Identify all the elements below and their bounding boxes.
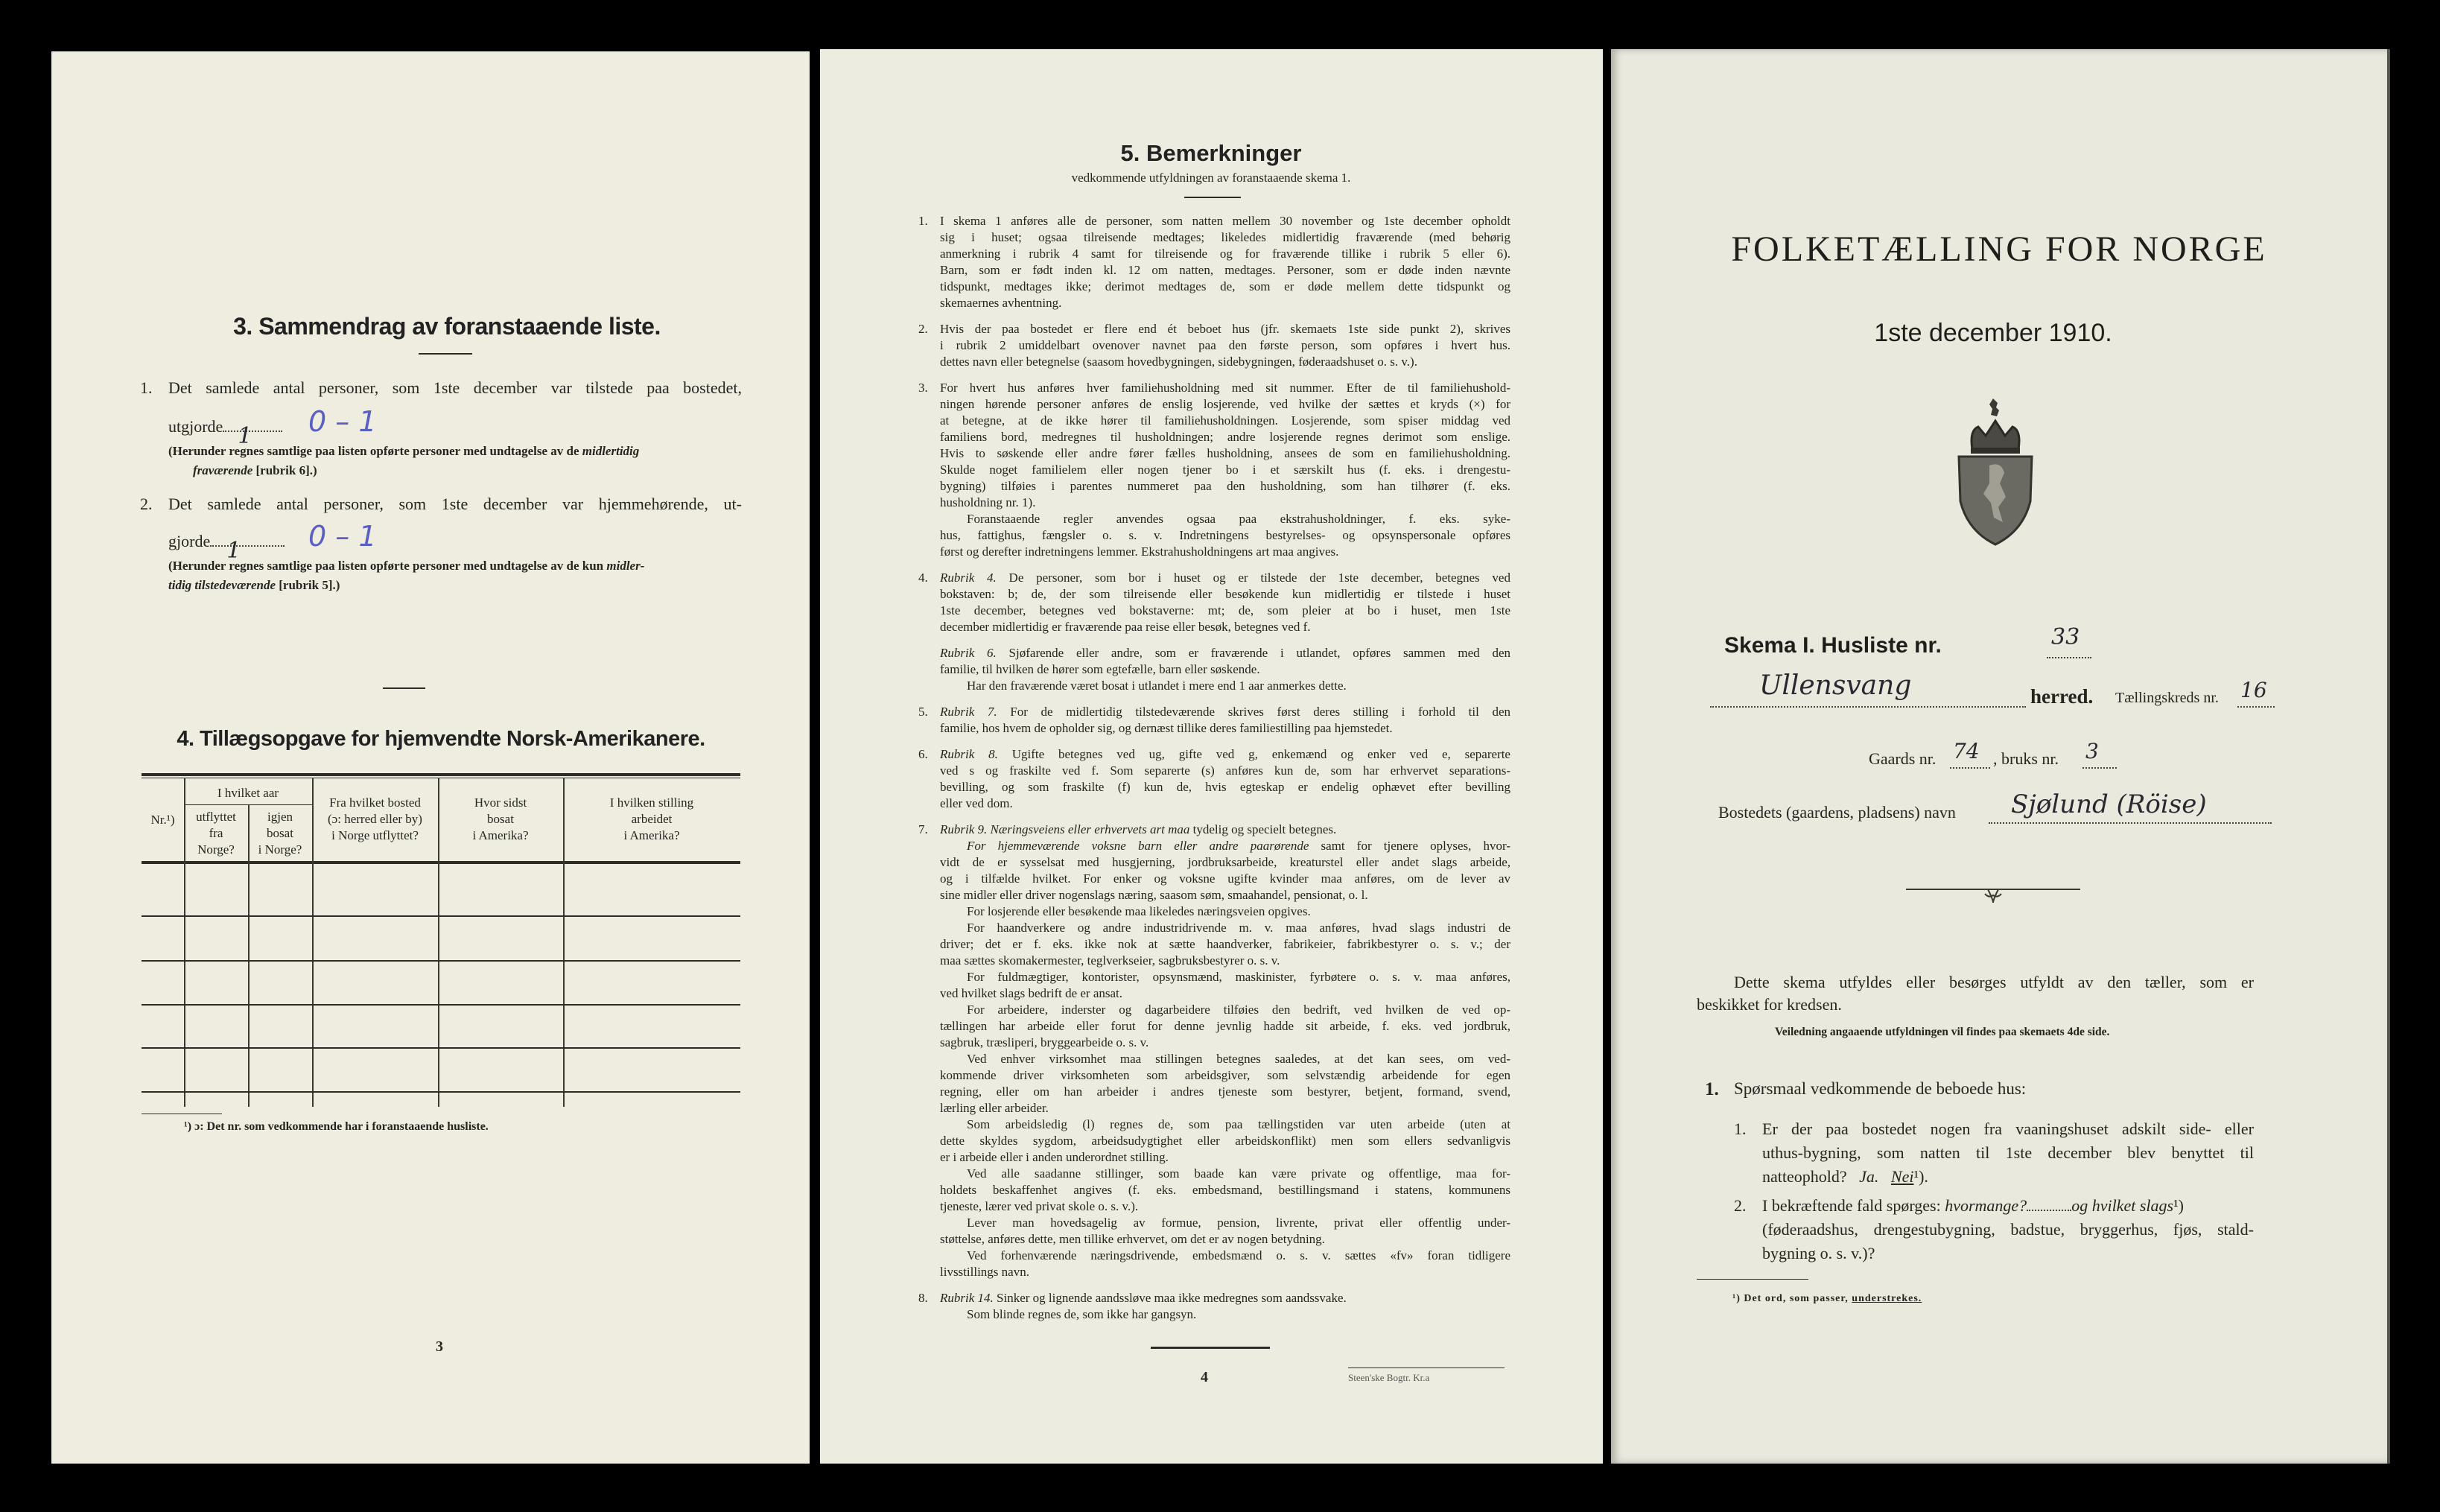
remark-item [918,213,1510,311]
item1-note [168,444,639,459]
remark-text: tællingen har arbeide eller forut for denne jevnlig hadde sit arbeide, f. eks. ved jordbruk, [940,1019,1510,1033]
remark-lead: Rubrik 7. [940,705,997,719]
divider [1184,197,1241,198]
remarks-title: 5. Bemerkninger [1120,140,1302,166]
remark-line [940,953,1510,969]
remark-text: For arbeidere, inderster og dagarbeidere tilføies den bedrift, ved hvilken de ved op- [967,1003,1510,1017]
remark-text: Foranstaaende regler anvendes ogsaa paa ekstrahusholdninger, f. eks. syke- [967,512,1510,526]
header-line: igjen [267,810,293,824]
remark-text: maa sættes skomakermester, teglverkseier, sagbruksbestyrer o. s. v. [940,953,1280,968]
guidance-note: Veiledning angaaende utfyldningen vil findes paa skemaets 4de side. [1775,1026,2110,1038]
remark-text: bygning) tilføies i parentes nummeret paa den husholdning, som han tilhører (f. eks. [940,479,1510,493]
bruks-value: 3 [2085,739,2099,763]
coat-of-arms-icon [1956,397,2035,546]
remark-text: husholdning nr. 1). [940,495,1036,509]
remark-line [940,1306,1510,1323]
section4-title: 4. Tillægsopgave for hjemvendte Norsk-Amerikanere. [177,727,705,751]
remark-text: Skulde noget familielem eller nogen tjener bo i et særskilt hus (f. eks. i drengestu- [940,463,1510,477]
sub2-text: I bekræftende fald spørges: [1762,1196,1941,1215]
remark-body [940,321,1510,370]
remark-text: dettes navn eller betegnelse (saasom hovedbygningen, sidebygningen, føderaadshuset o. s. v.). [940,355,1417,369]
remark-lead: Rubrik 8. [940,747,998,761]
bruks-label: , bruks nr. [1993,749,2059,768]
remark-body [940,570,1510,635]
header-line: i Amerika? [623,828,680,842]
header-line: fra [209,826,223,840]
footnote-underlined: understrekes. [1852,1293,1922,1304]
note-italic: fraværende [193,463,253,477]
remark-item [918,570,1510,635]
remark-text: De personer, som bor i huset og er tilstede der 1ste december, betegnes ved [996,571,1510,585]
remark-text: ved hvilket slags bedrift de er ansat. [940,986,1123,1000]
footnote-rule [1697,1279,1808,1280]
remark-item [918,321,1510,370]
remark-text: kommende driver virksomheten som arbeidsgiver, som selvstændig arbeidende for egen [940,1068,1510,1082]
header-from-place [312,795,438,844]
kreds-field[interactable] [2237,678,2275,708]
remark-line [940,1035,1510,1051]
item2-answer-row [168,532,285,564]
footnote-mark: ¹). [1913,1167,1928,1186]
table-footnote: ¹) ɔ: Det nr. som vedkommende har i foranstaaende husliste. [184,1120,489,1133]
remark-text: For haandverkere og andre industridrivende m. v. maa anføres, hvad slags industri de [967,921,1510,935]
header-line: bosat [487,812,514,826]
remark-line [940,337,1510,354]
item2-text: Det samlede antal personer, som 1ste december var hjemmehørende, ut- [168,495,742,513]
remark-text: Har den fraværende været bosat i utlandet i mere end 1 aar anmerkes dette. [967,679,1347,693]
item1-annotation: 0 – 1 [308,405,377,438]
remark-line [940,229,1510,246]
remark-number: 2. [918,322,928,336]
remark-text: at betegne, at de ikke hører til familiehusholdningen. Losjerende, som spiser middag ved [940,413,1510,428]
remark-text: Ugifte betegnes ved ug, gifte ved g, enkemænd og enker ved e, separerte [997,747,1510,761]
item2-label: gjorde [168,532,211,550]
header-bottom-rule [142,861,740,864]
remark-line [940,246,1510,262]
answer-ja[interactable]: Ja. [1859,1167,1879,1186]
remark-text: tydelig og specielt betegnes. [1189,822,1337,836]
census-title: FOLKETÆLLING FOR NORGE [1731,229,2267,269]
right-footnote [1732,1293,1922,1305]
count-field[interactable] [2027,1210,2071,1211]
remark-lead: Rubrik 4. [940,571,997,585]
husliste-nr-value: 33 [2051,624,2080,650]
remark-line [940,586,1510,603]
remark-lead: Rubrik 6. [940,646,997,660]
remark-text: tjeneste, lærer ved privat skole o. s. v.). [940,1199,1139,1213]
remark-text: først og derefter indretningens lemmer. Ekstrahusholdningens art maa angives. [940,544,1339,559]
remark-body [940,704,1510,737]
remark-number: 7. [918,822,928,836]
remark-text: Hvis to søskende eller andre fører fælles husholdning, ansees de som en familiehusholdning. [940,446,1510,460]
remark-line [940,262,1510,279]
remark-line [940,920,1510,936]
remark-text: sig i huset; ogsaa tilreisende medtages; likeledes midlertidig fraværende (med behørig [940,230,1510,244]
remark-body [940,746,1510,812]
remark-item [918,746,1510,812]
remark-text: ningen hørende personer anføres de enslig losjerende, ved hvilke der sættes et kryds (×) for [940,397,1510,411]
sub1-line-3 [1762,1167,1928,1187]
remark-line [940,1182,1510,1198]
bosted-field[interactable] [1989,790,2272,824]
remark-text: Lever man hovedsagelig av formue, pension, livrente, privat eller offentlig under- [967,1216,1510,1230]
remark-text: For de midlertidig tilstedeværende skrives først deres stilling i forhold til den [997,705,1510,719]
sub2-line-2: (føderaadshus, drengestubygning, badstue, bryggerhus, fjøs, stald- [1762,1220,2254,1239]
remark-line [940,445,1510,462]
remark-line [940,527,1510,544]
remark-line [940,763,1510,779]
remark-line [940,413,1510,429]
remark-item [918,704,1510,737]
remark-text: bokstaven: b; de, der som tilreisende eller besøkende kun midlertidig er tilstede i huset [940,587,1510,601]
remarks-list [918,213,1510,1332]
remark-line [940,1231,1510,1248]
header-line: i Amerika? [472,828,529,842]
note-text: [rubrik 5].) [279,578,340,592]
remark-text: Ved alle saadanne stillinger, som baade kan være private og offentlige, maa for- [967,1166,1510,1181]
remark-text: Sinker og lignende aandssløve maa ikke medregnes som aandssvake. [993,1291,1347,1305]
remark-item [918,645,1510,694]
remark-text: I skema 1 anføres alle de personer, som natten mellem 30 november og 1ste december opholdt [940,214,1510,228]
remark-text: regning, eller om han arbeider i andres tjeneste som bestyrer, betjent, formand, svend, [940,1084,1510,1099]
remark-text: For losjerende eller besøkende maa likeledes næringsveien opgives. [967,904,1311,918]
remark-line [940,1100,1510,1116]
remark-line [940,795,1510,812]
header-line: i Norge utflyttet? [331,828,419,842]
remark-line [940,1215,1510,1231]
remark-text: Sjøfarende eller andre, som er fraværende i utlandet, opføres sammen med den [996,646,1510,660]
remark-lead: Rubrik 9. Næringsveiens eller erhvervets art maa [940,822,1190,836]
remark-text: For hvert hus anføres hver familiehusholdning med sit nummer. Efter de til familiehushold- [940,381,1510,395]
remark-text: tidspunkt, medtages ikke; derimot medtages de, som er døde mellem dette tidspunkt og [940,279,1510,293]
note-italic: midler- [606,559,645,573]
remark-text: Hvis der paa bostedet er flere end ét beboet hus (jfr. skemaets 1ste side punkt 2), skrives [940,322,1510,336]
footnote-text: ¹) Det ord, som passer, [1732,1293,1849,1304]
item1-note-2 [193,463,317,478]
intro-line-1: Dette skema utfyldes eller besørges utfyldt av den tæller, som er [1734,973,2254,991]
remark-lead: Rubrik 14. [940,1291,994,1305]
remark-line [940,1084,1510,1100]
remark-line [940,1002,1510,1018]
remark-text: familie, hos hvem de opholder sig, og dernæst tillike deres familiestilling paa hjemstedet. [940,721,1393,735]
remark-text: driver; det er f. eks. ikke nok at sætte haandverker, fabrikeier, fabrikbestyrer o. s. v.; der [940,937,1510,951]
answer-nei[interactable]: Nei [1890,1167,1914,1186]
remark-line [940,570,1510,586]
remark-line [940,887,1510,903]
remark-line [940,495,1510,511]
item1-field[interactable] [223,423,282,449]
census-date: 1ste december 1910. [1874,319,2112,347]
remark-line [940,354,1510,370]
bruks-field[interactable] [2082,739,2117,769]
remark-line [940,380,1510,396]
sub2-num: 2. [1734,1196,1747,1215]
table-row[interactable] [142,1047,740,1049]
note-text: (Herunder regnes samtlige paa listen opførte personer med undtagelse av de kun [168,559,604,573]
remark-text: holdets beskaffenhet angives (f. eks. embedsmand, bestillingsmand i statens, kommunens [940,1183,1510,1197]
remark-text: Som arbeidsledig (l) regnes de, som paa tællingstiden var uten arbeide (uten at [967,1117,1510,1131]
header-last-residence [438,795,563,844]
remark-number: 6. [918,747,928,761]
remark-line [940,321,1510,337]
header-line: utflyttet [196,810,236,824]
gaards-field[interactable] [1950,739,1990,769]
item2-field[interactable] [210,538,285,564]
item2-num: 2. [140,495,153,513]
kreds-value: 16 [2240,678,2267,702]
remark-text: dette skyldes sygdom, arbeidsudygtighet eller arbeidskonflikt) men som ellers sedvanligvis [940,1134,1510,1148]
header-line: arbeidet [631,812,673,826]
remark-line [940,429,1510,445]
header-year-group: I hvilket aar [217,786,279,800]
note-text: (Herunder regnes samtlige paa listen opførte personer med undtagelse av de [168,444,579,458]
note-italic: tidig tilstedeværende [168,578,276,592]
remark-line [940,511,1510,527]
remark-line [940,720,1510,737]
divider [419,353,472,355]
remark-line [940,603,1510,619]
sub1-line-1: Er der paa bostedet nogen fra vaaningshuset adskilt side- eller [1762,1119,2254,1138]
page-number: 3 [436,1338,443,1355]
remark-line [940,854,1510,871]
remark-lead: For hjemmeværende voksne barn eller andre paarørende [967,839,1309,853]
gaards-value: 74 [1953,739,1980,763]
question-1-title: Spørsmaal vedkommende de beboede hus: [1734,1079,2027,1098]
header-line: Fra hvilket bosted [329,795,421,810]
remark-body [940,213,1510,311]
sub1-line-2: uthus-bygning, som natten til 1ste december blev benyttet til [1762,1143,2254,1162]
remark-text: lærling eller arbeider. [940,1101,1049,1115]
remark-line [940,295,1510,311]
remark-line [940,1018,1510,1035]
remark-line [940,1067,1510,1084]
remark-text: støttelse, anføres dette, men tillike erhvervet, om det er av nogen betydning. [940,1232,1325,1246]
remark-line [940,1248,1510,1264]
header-line: i Norge? [258,842,302,857]
sub2-line-1 [1762,1196,2184,1216]
remark-line [940,936,1510,953]
table-row[interactable] [142,1091,740,1093]
remark-text: Barn, som er født inden kl. 12 om natten, medtages. Personer, som er døde inden nævnte [940,263,1510,277]
remark-number: 8. [918,1291,928,1305]
remark-line [940,661,1510,678]
remark-text: sagbruk, træsliperi, bryggearbeide o. s. v. [940,1035,1149,1049]
printer-imprint: Steen'ske Bogtr. Kr.a [1348,1372,1430,1383]
remark-line [940,822,1510,838]
sub2-italic: hvormange? [1945,1196,2027,1215]
remark-line [940,279,1510,295]
remark-line [940,871,1510,887]
remark-text: vidt de er sysselsat med husgjerning, jordbruksarbeide, kreaturstel eller andet slags arbeide, [940,855,1510,869]
table-top-rule [142,773,740,776]
remark-line [940,462,1510,478]
item2-value: 1 [226,538,241,564]
remark-text: sine midler eller driver nogenslags næring, saasom søm, smaahandel, pensionat, o. l. [940,888,1368,902]
husliste-nr-field[interactable] [2047,624,2091,658]
remark-line [940,704,1510,720]
remark-body [940,645,1510,694]
section3-title: 3. Sammendrag av foranstaaende liste. [233,313,661,340]
remark-line [940,1264,1510,1280]
remark-item [918,380,1510,560]
remark-body [940,380,1510,560]
remark-line [940,1051,1510,1067]
sub1-num: 1. [1734,1119,1747,1138]
remark-text: 1ste december, betegnes ved bokstaverne: mt; de, som pleier at bo i huset, men 1ste [940,603,1510,617]
remark-line [940,645,1510,661]
remark-text: For fuldmægtiger, kontorister, opsynsmænd, maskinister, fyrbøtere o. s. v. maa anføres, [967,970,1510,984]
remark-line [940,396,1510,413]
table-row[interactable] [142,915,740,917]
remark-text: eller ved dom. [940,796,1013,810]
remark-line [940,969,1510,985]
remark-number: 4. [918,571,928,585]
header-line: (ɔ: herred eller by) [328,812,422,826]
remark-line [940,213,1510,229]
item2-note-2 [168,578,340,593]
remark-line [940,1290,1510,1306]
header-nr: Nr.¹) [150,813,175,827]
gaards-label: Gaards nr. [1869,749,1937,768]
header-line: Norge? [197,842,235,857]
note-italic: midlertidig [582,444,640,458]
item1-text: Det samlede antal personer, som 1ste december var tilstede paa bostedet, [168,378,742,397]
item2-annotation: 0 – 1 [308,520,377,553]
remark-text: samt for tjenere oplyses, hvor- [1309,839,1511,853]
remark-number: 5. [918,705,928,719]
divider [383,687,425,689]
remark-line [940,619,1510,635]
page-number: 4 [1201,1369,1208,1385]
remark-text: Som blinde regnes de, som ikke har gangsyn. [967,1307,1197,1321]
header-emigrated [184,809,248,858]
remark-line [940,903,1510,920]
note-text: [rubrik 6].) [255,463,317,477]
sub2-line-3: bygning o. s. v.)? [1762,1244,1875,1262]
remark-item [918,1290,1510,1323]
remark-line [940,838,1510,854]
remark-text: familiens bord, medregnes til husholdningen; andre losjerende regnes derimot som enslige. [940,430,1510,444]
herred-label: herred. [2030,685,2094,708]
footnote-mark: ¹) [2173,1196,2184,1215]
remark-text: december midlertidig er fraværende paa reise eller besøk, betegnes ved f. [940,620,1311,634]
remark-text: Ved enhver virksomhet maa stillingen betegnes saaledes, at det kan sees, om ved- [967,1052,1510,1066]
schema-label: Skema I. Husliste nr. [1724,633,1942,658]
remark-line [940,1116,1510,1133]
bosted-label: Bostedets (gaardens, pladsens) navn [1718,803,1956,822]
table-row[interactable] [142,960,740,962]
remark-text: er i arbeide eller i anden underordnet stilling. [940,1150,1169,1164]
remark-body [940,822,1510,1280]
header-line: Hvor sidst [474,795,527,810]
bosted-value: Sjølund (Röise) [2011,790,2207,819]
header-line: bosat [267,826,293,840]
remark-line [940,1133,1510,1149]
remark-line [940,1149,1510,1166]
remark-text: skemaernes avhentning. [940,296,1062,310]
left-page [51,51,810,1464]
header-line: I hvilken stilling [609,795,694,810]
remark-line [940,1166,1510,1182]
intro-line-2: beskikket for kredsen. [1697,995,1842,1014]
herred-value: Ullensvang [1759,670,1912,701]
remark-line [940,746,1510,763]
header-returned [248,809,312,858]
remark-line [940,1198,1510,1215]
remarks-subtitle: vedkommende utfyldningen av foranstaaende skema 1. [1071,171,1351,185]
remark-text: i rubrik 2 umiddelbart ovenover navnet paa den første person, som opføres i hvert hus. [940,338,1510,352]
remark-text: bevilling, og som fraskilte (f) kun de, hvis egteskap er endelig ophævet efter bevilling [940,780,1510,794]
herred-field[interactable] [1710,670,2026,708]
sub2-italic: og hvilket slags [2071,1196,2174,1215]
remark-text: Ved forhenværende næringsdrivende, embedsmænd o. s. v. sættes «fv» foran tidligere [967,1248,1510,1262]
sub1-text: natteophold? [1762,1167,1847,1186]
remark-number: 1. [918,214,928,228]
remark-body [940,1290,1510,1323]
remark-line [940,678,1510,694]
table-row[interactable] [142,1004,740,1006]
item1-num: 1. [140,378,153,397]
item1-label: utgjorde [168,417,223,436]
remark-text: hus, fattighus, fængsler o. s. v. Indretningens bestyrelses- og opsynspersonale opføres [940,528,1510,542]
remark-line [940,544,1510,560]
remark-line [940,779,1510,795]
question-1-num: 1. [1705,1079,1719,1099]
remark-item [918,822,1510,1280]
remark-text: livsstillings navn. [940,1265,1029,1279]
remark-text: familie, til hvilken de hører som egtefælle, barn eller søskende. [940,662,1260,676]
ornament-icon [1906,886,2080,904]
remark-number: 3. [918,381,928,395]
kreds-label: Tællingskreds nr. [2115,690,2219,706]
item1-value: 1 [238,423,252,449]
header-occupation [563,795,740,844]
item2-note [168,559,644,574]
remark-text: anmerkning i rubrik 4 samt for tilreisende og for fraværende tillike i rubrik 5 eller 6). [940,247,1510,261]
remark-text: ved s og fraskilte ved f. Som separerte (s) anføres kun de, som har erhvervet separations- [940,763,1510,778]
item1-answer-row [168,417,282,449]
remark-line [940,478,1510,495]
remark-text: og i tilfælde hvilket. For enker og voksne ugifte kvinder maa anføres, om de lever av [940,871,1510,886]
remark-line [940,985,1510,1002]
divider [1151,1347,1270,1349]
